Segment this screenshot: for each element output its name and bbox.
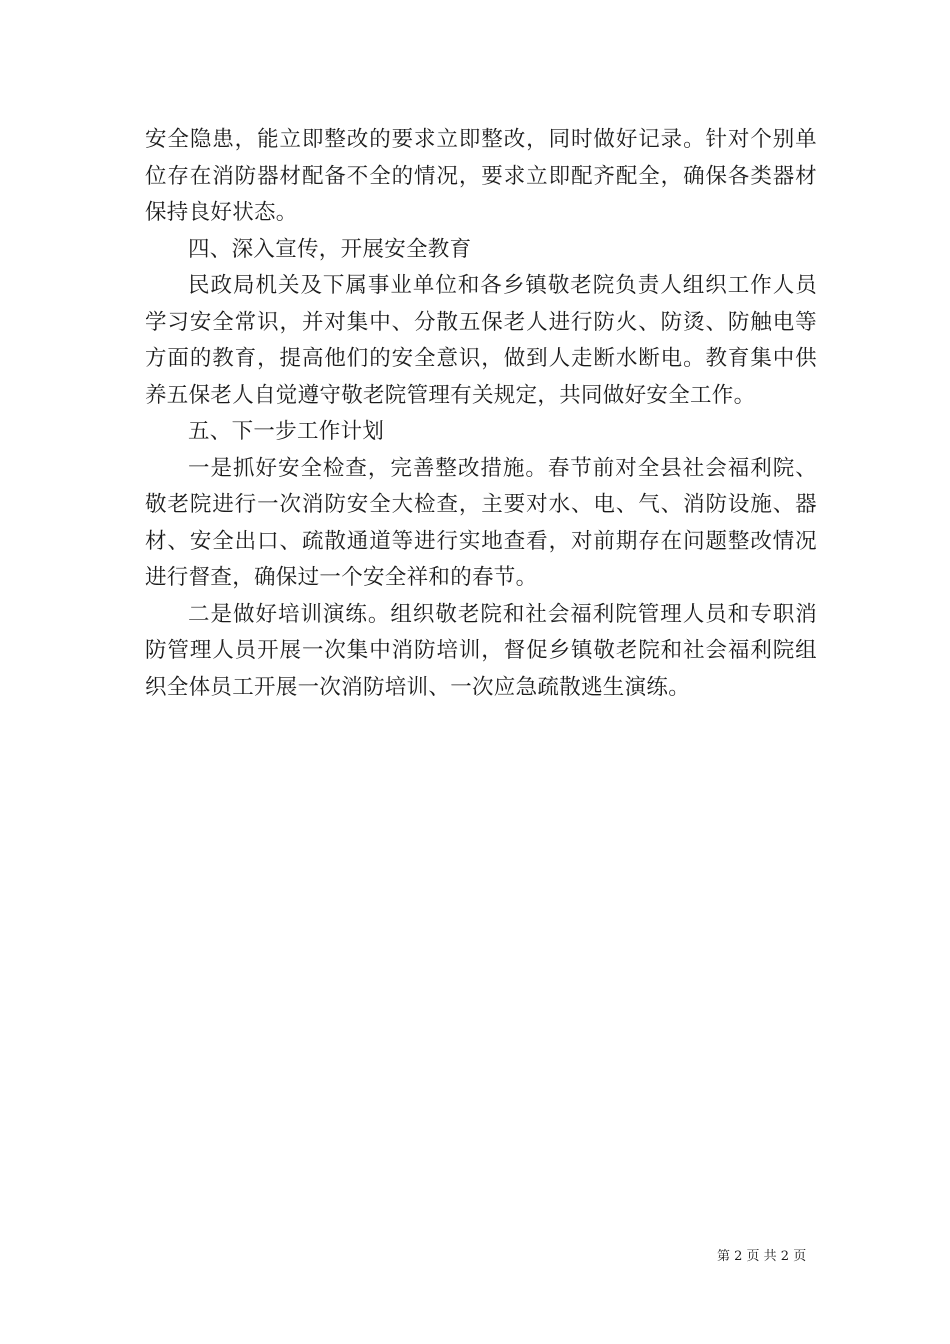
section-heading-4: 四、深入宣传，开展安全教育 xyxy=(188,236,472,262)
paragraph-plan-training: 二是做好培训演练。组织敬老院和社会福利院管理人员和专职消防管理人员开展一次集中消防培训，督促乡镇敬老院和社会福利院组织全体员工开展一次消防培训、一次应急疏散逃生演练。 xyxy=(145,601,817,700)
section-heading-5: 五、下一步工作计划 xyxy=(188,419,385,444)
document-body xyxy=(145,122,817,706)
page-number-footer: 第 2 页 共 2 页 xyxy=(717,1249,807,1264)
paragraph-continuation: 安全隐患，能立即整改的要求立即整改，同时做好记录。针对个别单位存在消防器材配备不全的情况，要求立即配齐配全，确保各类器材保持良好状态。 xyxy=(145,127,817,225)
paragraph-education: 民政局机关及下属事业单位和各乡镇敬老院负责人组织工作人员学习安全常识，并对集中、分散五保老人进行防火、防烫、防触电等方面的教育，提高他们的安全意识，做到人走断水断电。教育集中供养五保老人自觉遵守敬老院管理有关规定，共同做好安全工作。 xyxy=(145,273,817,408)
paragraph-plan-inspection: 一是抓好安全检查，完善整改措施。春节前对全县社会福利院、敬老院进行一次消防安全大检查，主要对水、电、气、消防设施、器材、安全出口、疏散通道等进行实地查看，对前期存在问题整改情况进行督查，确保过一个安全祥和的春节。 xyxy=(145,455,817,590)
